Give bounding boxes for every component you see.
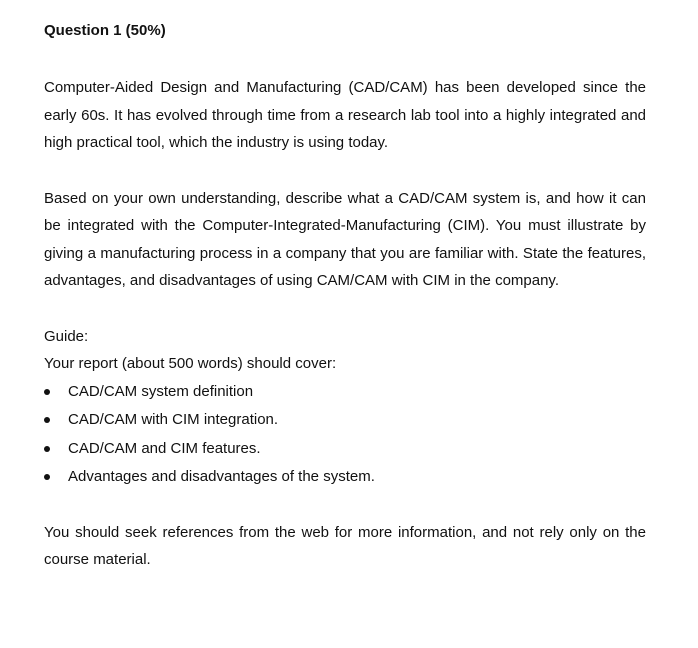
question-title: Question 1 (50%) [44, 22, 166, 39]
guide-label: Guide: [44, 327, 89, 345]
bullet-icon [44, 389, 50, 395]
list-item [44, 463, 646, 492]
intro-paragraph: Computer-Aided Design and Manufacturing (CAD/CAM) has been developed since the early 60s. It has evolved through time from a research lab tool into a highly integrated and high practical tool, which the industry is using today. [44, 79, 646, 151]
guide-list [44, 378, 646, 492]
list-item [44, 406, 646, 435]
list-item [44, 378, 646, 407]
bullet-icon [44, 417, 50, 423]
bullet-icon [44, 474, 50, 480]
guide-instruction: Your report (about 500 words) should cover: [44, 355, 337, 372]
list-item [44, 435, 646, 464]
document-page [44, 18, 646, 574]
list-item-text: Advantages and disadvantages of the system. [68, 468, 375, 485]
list-item-text: CAD/CAM system definition [68, 382, 254, 400]
list-item-text: CAD/CAM and CIM features. [68, 439, 261, 457]
list-item-text: CAD/CAM with CIM integration. [68, 411, 279, 428]
bullet-icon [44, 446, 50, 452]
task-paragraph: Based on your own understanding, describe what a CAD/CAM system is, and how it can be integrated with the Computer-Integrated-Manufacturing (CIM). You must illustrate by giving a manufacturing process in a company that you are familiar with. State the features, advantages, and disadvantages of using CAM/CAM with CIM in the company. [44, 189, 646, 289]
guide-section [44, 323, 646, 492]
closing-paragraph: You should seek references from the web for more information, and not rely only on the course material. [44, 523, 646, 568]
